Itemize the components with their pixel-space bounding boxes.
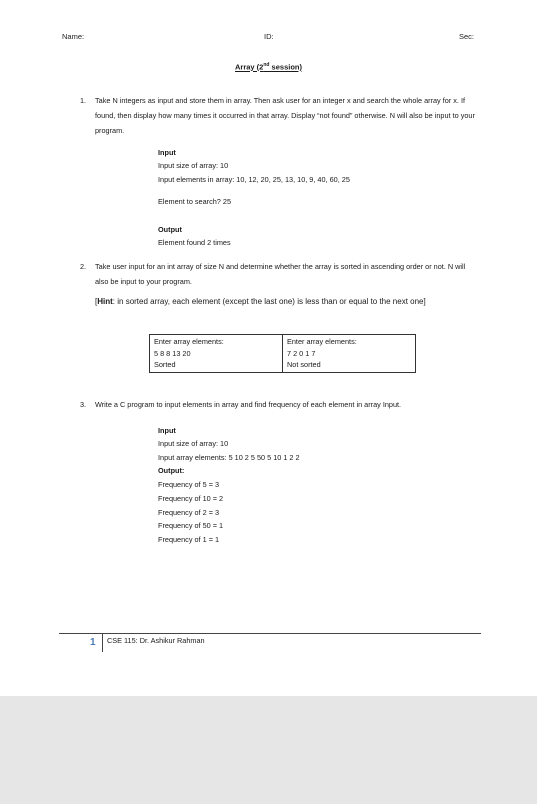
footer-course: CSE 115: Dr. Ashikur Rahman bbox=[107, 636, 205, 645]
sec-label: Sec: bbox=[459, 32, 475, 41]
q2-sorted-example: Enter array elements: 5 8 8 13 20 Sorted bbox=[150, 335, 283, 373]
q2-not-sorted-example: Enter array elements: 7 2 0 1 7 Not sorted bbox=[283, 335, 416, 373]
q3-elements-line: Input array elements: 5 10 2 5 50 5 10 1 2 2 bbox=[158, 453, 300, 462]
name-label: Name: bbox=[62, 32, 85, 41]
q3-size-line: Input size of array: 10 bbox=[158, 439, 229, 448]
question-1-text: Take N integers as input and store them in array. Then ask user for an integer x and search the whole array for x. If found, then display how many times it occurred in that array. Display “not found” otherwise. N will also be input to your program. bbox=[95, 96, 475, 135]
q1-input-heading: Input bbox=[158, 148, 176, 157]
question-1-number: 1. bbox=[80, 96, 87, 105]
question-3-number: 3. bbox=[80, 400, 87, 409]
id-label: ID: bbox=[264, 32, 274, 41]
q1-output-heading: Output bbox=[158, 225, 182, 234]
q3-freq-line: Frequency of 10 = 2 bbox=[158, 494, 224, 503]
q3-input-heading: Input bbox=[158, 426, 176, 435]
q3-output-heading: Output: bbox=[158, 466, 185, 475]
q2-example-table bbox=[149, 334, 416, 373]
q3-freq-line: Frequency of 5 = 3 bbox=[158, 480, 220, 489]
q1-search-line: Element to search? 25 bbox=[158, 197, 232, 206]
question-2-number: 2. bbox=[80, 262, 87, 271]
q1-elements-line: Input elements in array: 10, 12, 20, 25, 13, 10, 9, 40, 60, 25 bbox=[158, 175, 350, 184]
q1-size-line: Input size of array: 10 bbox=[158, 161, 229, 170]
q3-freq-line: Frequency of 1 = 1 bbox=[158, 535, 220, 544]
footer-rule bbox=[59, 633, 481, 634]
q2-hint: [Hint: in sorted array, each element (except the last one) is less than or equal to the next one] bbox=[95, 297, 426, 306]
q3-freq-line: Frequency of 50 = 1 bbox=[158, 521, 224, 530]
page-number: 1 bbox=[90, 637, 96, 648]
q3-freq-line: Frequency of 2 = 3 bbox=[158, 508, 220, 517]
q1-output-line: Element found 2 times bbox=[158, 238, 231, 247]
question-3-text: Write a C program to input elements in array and find frequency of each element in array Input. bbox=[95, 400, 402, 409]
document-title: Array (2nd session) bbox=[235, 62, 302, 72]
footer-divider bbox=[102, 634, 103, 652]
question-2-text: Take user input for an int array of size N and determine whether the array is sorted in ascending order or not. N will also be input to your program. bbox=[95, 262, 466, 286]
